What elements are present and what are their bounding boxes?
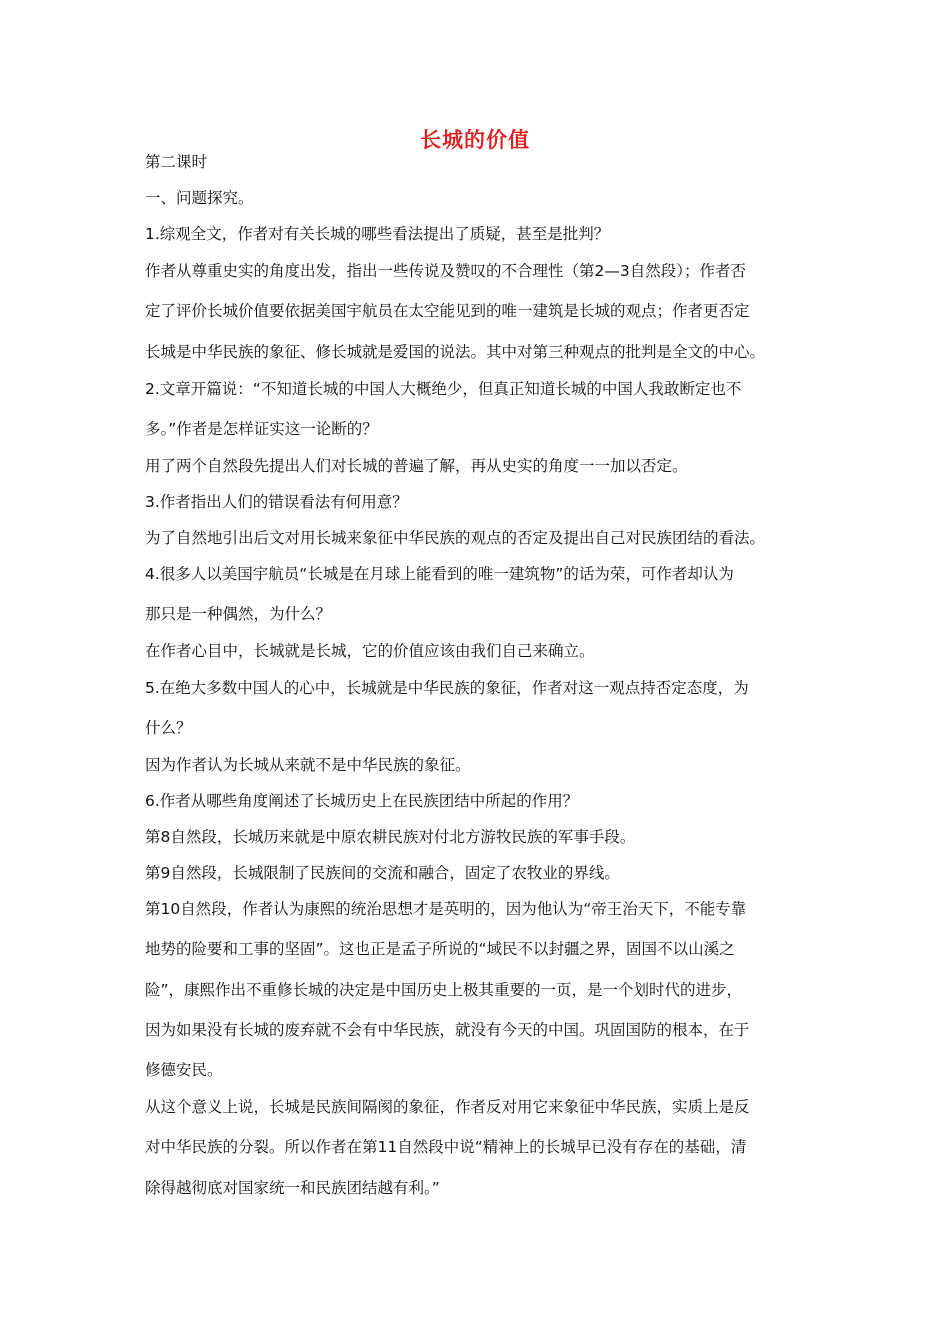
- question-6: 6.作者从哪些角度阐述了长城历史上在民族团结中所起的作用？: [145, 792, 579, 810]
- answer-1-line-3: 长城是中华民族的象征、修长城就是爱国的说法。其中对第三种观点的批判是全文的中心。: [145, 343, 766, 361]
- answer-6-para-10-line-2: 地势的险要和工事的坚固”。这也正是孟子所说的“域民不以封疆之界，固国不以山溪之: [145, 940, 735, 958]
- section-label: 第二课时: [145, 153, 208, 171]
- conclusion-line-3: 除得越彻底对国家统一和民族团结越有利。”: [145, 1179, 440, 1197]
- answer-3: 为了自然地引出后文对用长城来象征中华民族的观点的否定及提出自己对民族团结的看法。: [145, 529, 766, 547]
- question-3: 3.作者指出人们的错误看法有何用意？: [145, 493, 408, 511]
- answer-1-line-1: 作者从尊重史实的角度出发，指出一些传说及赞叹的不合理性（第2—3自然段）；作者否: [145, 262, 746, 280]
- answer-6-para-10-line-4: 因为如果没有长城的废弃就不会有中华民族，就没有今天的中国。巩固国防的根本，在于: [145, 1021, 750, 1039]
- answer-6-para-10-line-1: 第10自然段，作者认为康熙的统治思想才是英明的，因为他认为“帝王治天下，不能专靠: [145, 900, 747, 918]
- answer-1-line-2: 定了评价长城价值要依据美国宇航员在太空能见到的唯一建筑是长城的观点；作者更否定: [145, 302, 750, 320]
- question-5-line-1: 5.在绝大多数中国人的心中，长城就是中华民族的象征，作者对这一观点持否定态度，为: [145, 679, 749, 697]
- answer-4: 在作者心目中，长城就是长城，它的价值应该由我们自己来确立。: [145, 642, 595, 660]
- answer-6-para-8: 第8自然段，长城历来就是中原农耕民族对付北方游牧民族的军事手段。: [145, 828, 636, 846]
- question-4-line-2: 那只是一种偶然，为什么？: [145, 605, 332, 623]
- document-title: 长城的价值: [420, 128, 530, 152]
- conclusion-line-1: 从这个意义上说，长城是民族间隔阂的象征，作者反对用它来象征中华民族，实质上是反: [145, 1098, 750, 1116]
- question-5-line-2: 什么？: [145, 719, 192, 737]
- answer-6-para-10-line-5: 修德安民。: [145, 1061, 223, 1079]
- answer-6-para-9: 第9自然段，长城限制了民族间的交流和融合，固定了农牧业的界线。: [145, 864, 620, 882]
- answer-6-para-10-line-3: 险”，康熙作出不重修长城的决定是中国历史上极其重要的一页，是一个划时代的进步，: [145, 981, 743, 999]
- question-1: 1.综观全文，作者对有关长城的哪些看法提出了质疑，甚至是批判？: [145, 225, 610, 243]
- question-2-line-1: 2.文章开篇说：“不知道长城的中国人大概绝少，但真正知道长城的中国人我敢断定也不: [145, 380, 742, 398]
- section-heading: 一、问题探究。: [145, 189, 254, 207]
- answer-5: 因为作者认为长城从来就不是中华民族的象征。: [145, 756, 471, 774]
- answer-2: 用了两个自然段先提出人们对长城的普遍了解，再从史实的角度一一加以否定。: [145, 457, 688, 475]
- conclusion-line-2: 对中华民族的分裂。所以作者在第11自然段中说“精神上的长城早已没有存在的基础，清: [145, 1138, 747, 1156]
- question-2-line-2: 多。”作者是怎样证实这一论断的？: [145, 420, 378, 438]
- question-4-line-1: 4.很多人以美国宇航员“长城是在月球上能看到的唯一建筑物”的话为荣，可作者却认为: [145, 565, 734, 583]
